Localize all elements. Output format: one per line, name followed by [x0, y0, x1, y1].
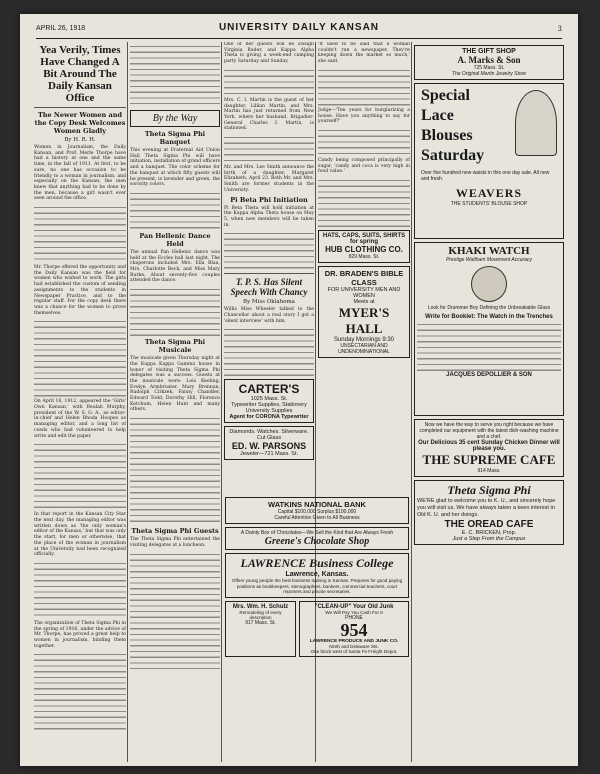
watkins-capital: Capital $100,000 Surplus $100,000	[277, 509, 357, 515]
item-text: This evening at Fraternal Aid Union Hall Theta Sigma Phi will have initiation, installation of grand officers and a banquet. The color scheme for the banquet at which fifty guests will be present, is lavender and green, the sorority colors.	[130, 148, 220, 188]
junk-address: Ninth and Delaware Sts.	[329, 643, 379, 649]
article-text-block	[318, 127, 410, 157]
column-rule	[127, 42, 128, 762]
byline: By Miss Oklahoma	[243, 299, 295, 306]
gift-shop-ad	[414, 45, 564, 80]
junk-head: "CLEAN-UP" Your Old Junk	[314, 603, 394, 610]
item-text: One of her guests will be Ensign Virginia Rader, and Kappa Alpha Theta is giving a week-end camping party Saturday and Sunday.	[224, 42, 314, 65]
bible-foot: UNSECTARIAN AND UNDENOMINATIONAL	[338, 343, 390, 356]
hub-head: HATS, CAPS, SUITS, SHIRTS for spring	[322, 233, 406, 246]
divider	[34, 107, 126, 108]
khaki-sub: Prestige Waltham Movement Accuracy	[446, 257, 532, 263]
greene-intro: A Dainty Box of Chocolates—We Sell the Kind that Are Always Fresh	[240, 530, 394, 536]
column-1	[34, 42, 126, 762]
masthead	[36, 20, 562, 39]
parsons-name: ED. W. PARSONS	[231, 441, 307, 452]
khaki-watch-ad	[414, 242, 564, 416]
item-text: Pi Beta Theta will hold initiation at the Kappa Alpha Theta house on May 5, when new members will be taken in.	[224, 205, 314, 228]
schulz-ad	[225, 601, 296, 657]
oread-sub: Just a Step From the Campus	[452, 536, 526, 542]
column-2	[130, 42, 220, 762]
lawrence-city: Lawrence, Kansas.	[285, 571, 349, 578]
jacques-name: JACQUES DEPOLLIER & SON	[446, 372, 532, 378]
supreme-cafe-ad	[414, 419, 564, 477]
lawrence-college-ad	[225, 553, 409, 598]
greene-ad	[225, 527, 409, 550]
column-rule	[221, 42, 222, 762]
article-text-block	[130, 190, 220, 230]
hub-clothing-ad	[318, 230, 410, 263]
junk-name: LAWRENCE PRODUCE AND JUNK CO.	[309, 638, 399, 644]
lawrence-title: LAWRENCE Business College	[240, 556, 394, 570]
lawrence-body: Offers young people the best business training in Kansas. Prepares for good paying positions as bookkeepers, stenographers, bankers, commercial teachers, court reporters and private secretaries.	[231, 578, 403, 594]
article-text-block	[34, 318, 126, 398]
junk-ad	[299, 601, 409, 657]
khaki-title: KHAKI WATCH	[448, 245, 530, 257]
gift-name: A. Marks & Son	[457, 55, 521, 65]
item-head: Theta Sigma Phi Banquet	[144, 130, 206, 146]
watch-illustration	[471, 266, 507, 302]
article-paragraph: Mr. Thorpe offered the opportunity and the Daily Kansan was the field for women who wished to work. The girls had established the custom of sending assignments to the students in Newspaper Practice, and to the regular staff. For the copy desk there was a chance for the women to prove themselves.	[34, 265, 126, 316]
bible-time: Sunday Mornings 9:30	[333, 337, 395, 344]
watkins-bank-ad	[225, 497, 409, 524]
article-text-block	[224, 67, 314, 97]
oread-prop: E. C. BRICKEN, Prop.	[461, 530, 517, 536]
item-text: Mr. and Mrs. Lee Smith announce the birth of a daughter, Margaret Elizabeth, April 23. Both Mr. and Mrs. Smith are former students in the University.	[224, 165, 314, 193]
blouse-illustration	[515, 90, 557, 156]
bible-meets: Meets at	[353, 299, 375, 306]
theta-body: WE'RE glad to welcome you to K. U., and sincerely hope you will visit us. We have always taken a keen interest in Old K. U. and her doings.	[417, 498, 556, 518]
supreme-offer: Our Delicious 35 cent Sunday Chicken Dinner will please you.	[418, 440, 560, 452]
supreme-name: THE SUPREME CAFE	[422, 452, 556, 467]
junk-sub: We Will Pay You Cash For It	[325, 609, 383, 615]
carters-name: CARTER'S	[238, 382, 300, 397]
gift-head: THE GIFT SHOP	[462, 48, 516, 55]
article-text-block	[224, 230, 314, 270]
item-text: The annual Pan Hellenic dance was held at the Eccles hall last night. The chaperons included Mrs. Ella Blau, Mrs. Charlotte Beck, and Miss Mary Burke. About seventy-five couples attended the dance.	[130, 249, 220, 284]
parsons-head: Diamonds. Watches. Silverware.	[229, 429, 309, 436]
parsons-sub: Jeweler—721 Mass. St.	[239, 451, 299, 458]
article-text-block	[224, 134, 314, 164]
parsons-ad	[224, 426, 314, 460]
saturday-word: Saturday	[421, 147, 485, 164]
article-paragraph: On April 16, 1912, appeared the 'Girls' Own Kansan,' with Beulah Murphy, president of the W. S. G. A., as editor-in-chief and Helen Rhoda Hoopes as managing editor, and a long list of coeds who had volunteered to help write and edit the paper.	[34, 399, 126, 439]
bible-head: DR. BRADEN'S BIBLE CLASS	[324, 269, 404, 288]
schulz-address: 917 Mass. St.	[245, 619, 276, 626]
ad-text-block	[417, 321, 561, 371]
lace-word: Lace	[421, 107, 454, 124]
lower-ads	[225, 494, 409, 657]
bible-class-ad	[318, 266, 410, 358]
schulz-name: Mrs. Wm. H. Schulz	[232, 603, 289, 610]
issue-date: APRIL 26, 1918	[36, 25, 86, 32]
article-paragraph: The organization of Theta Sigma Phi in the spring of 1916, under the advice of Mr. Thorpe, has proved a great help to women in journalism, binding them together.	[34, 620, 126, 649]
special-word: Special	[421, 87, 470, 104]
junk-foot: One block west of Santa Fe Freight Depot.	[310, 648, 398, 654]
khaki-body: Look for Drummer Boy Defining the Unbreakable Glass	[427, 305, 551, 311]
article-text-block	[130, 43, 220, 107]
lead-headline: Yea Verily, Times Have Changed A Bit Around The Daily Kansan Office	[39, 44, 121, 104]
greene-name: Greene's Chocolate Shop	[264, 536, 370, 547]
weavers-sub: THE STUDENTS' BLOUSE SHOP	[450, 201, 528, 207]
article-paragraph: Women in Journalism, the Daily Kansan, and Prof. Merle Thorpe have had a history at one and the same time, in the fall of 1911. At first, to be sure, no one has occasion to be friendly to a woman in journalism, and especially on the Kansan; the men knew that anything had to be done by the men, because a girl wasn't ever seen around the office.	[34, 145, 126, 202]
item-text: Mrs. C. I. Martin is the guest of her daughter, Lillian Martin, and Mrs. Martin has just returned from New York, where her husband, Brigadier-General Charles I. Martin, is stationed.	[224, 97, 314, 132]
carters-line: Typewriter Supplies, Stationery	[231, 402, 307, 409]
article-text-block	[130, 286, 220, 336]
gift-address: 725 Mass. St.	[473, 65, 505, 71]
item-head: Theta Sigma Phi Guests	[131, 527, 219, 536]
carters-ad	[224, 379, 314, 423]
schulz-sub: Remodeling of every description	[239, 609, 282, 620]
junk-phone: 954	[340, 619, 368, 640]
weavers-ad	[414, 83, 564, 239]
parsons-line: Cut Glass	[256, 435, 282, 442]
supreme-address: 914 Mass.	[477, 468, 501, 474]
bottom-row	[225, 601, 409, 657]
newspaper-page	[20, 14, 578, 766]
oread-cafe-ad	[414, 480, 564, 545]
khaki-booklet: Write for Booklet: The Watch in the Trenches	[425, 314, 553, 320]
hub-name: HUB CLOTHING CO.	[325, 245, 403, 255]
item-head: Pi Beta Phi Initiation	[230, 195, 308, 204]
gift-sub: The Original Martin Jewelry Store	[451, 71, 527, 77]
article-paragraph: In that report in the Kansan City Star the next day, the managing editor was written down as 'the only woman's editor of the Kansas,' but that was only the start, for men or otherwise, that the place of the woman in journalism at the University had been recognized officially.	[34, 512, 126, 558]
item-text: The Theta Sigma Phi entertained the visiting delegates at a luncheon.	[130, 537, 220, 548]
carters-line: Agent for CORONA Typewriter	[229, 414, 309, 421]
item-head: Theta Sigma Phi Musicale	[144, 338, 206, 355]
story-headline: T. P. S. Has Silent Speech With Chancy	[230, 277, 308, 298]
article-text-block	[318, 177, 410, 227]
weavers-name: WEAVERS	[455, 186, 523, 200]
oread-name: THE OREAD CAFE	[444, 519, 534, 530]
article-text-block	[318, 67, 410, 107]
bible-sub: FOR UNIVERSITY MEN AND WOMEN	[327, 287, 401, 300]
column-rule	[411, 42, 412, 762]
article-text-block	[130, 551, 220, 671]
hub-address: 829 Mass. St.	[348, 254, 380, 261]
carters-line: University Supplies	[245, 408, 293, 415]
article-text-block	[34, 441, 126, 511]
item-head: Pan Hellenic Dance Held	[139, 231, 211, 248]
article-text-block	[224, 326, 314, 376]
section-header: By the Way	[130, 110, 220, 127]
divider	[224, 273, 314, 274]
watkins-sub: Careful Attention Given to All Business	[274, 515, 360, 521]
page-number: 3	[557, 25, 562, 33]
item-text: Candy being composed principally of sugar, 'candy and coca is very high in food value.'	[318, 157, 410, 175]
carters-address: 1025 Mass. St.	[250, 396, 288, 403]
article-text-block	[130, 415, 220, 525]
item-text: Judge—'Ten years for burglarizing a house. Have you anything to say for yourself?'	[318, 107, 410, 125]
blouse-body: Over five hundred new waists in this one day sale. All new and fresh.	[421, 170, 550, 182]
item-text: Willis Miss Wheeler talked to the Chancellor about a real story I got a 'silent interview' with him.	[224, 307, 314, 324]
bible-hall: MYER'S HALL	[338, 305, 390, 337]
junk-phone-label: PHONE	[345, 614, 363, 621]
item-text: 'It used to be said that a woman couldn't run a newspaper. They're keeping down the market so much,' she said.	[318, 42, 410, 65]
watkins-name: WATKINS NATIONAL BANK	[268, 500, 366, 509]
item-text: The musicale given Thursday night at the Kappa Kappa Gamma house in honor of visiting Theta Sigma Phi delegates was a success. Guests at the musicale were: Lois Keeling, Evelyn Armbruster, Mary Brennan, Rudolph Cirkzek, Fanny Chandler, Edward Todd, Dorothy Hill, Florence Ketchum, Helen Hunt and many others.	[130, 356, 220, 413]
article-text-block	[34, 560, 126, 620]
theta-title: Theta Sigma Phi	[447, 483, 531, 497]
supreme-intro: Now we have the way to serve you right because we have completed our equipment with the latest dish-washing machine and a chef.	[419, 422, 559, 440]
blouses-word: Blouses	[421, 127, 473, 144]
paper-title: UNIVERSITY DAILY KANSAN	[218, 22, 380, 33]
byline: By H. R. H.	[64, 137, 96, 143]
article-text-block	[34, 204, 126, 264]
lead-subhead: The Newer Women and the Copy Desk Welcomes Women Gladly	[34, 111, 126, 135]
article-text-block	[34, 651, 126, 731]
column-5	[414, 42, 564, 762]
